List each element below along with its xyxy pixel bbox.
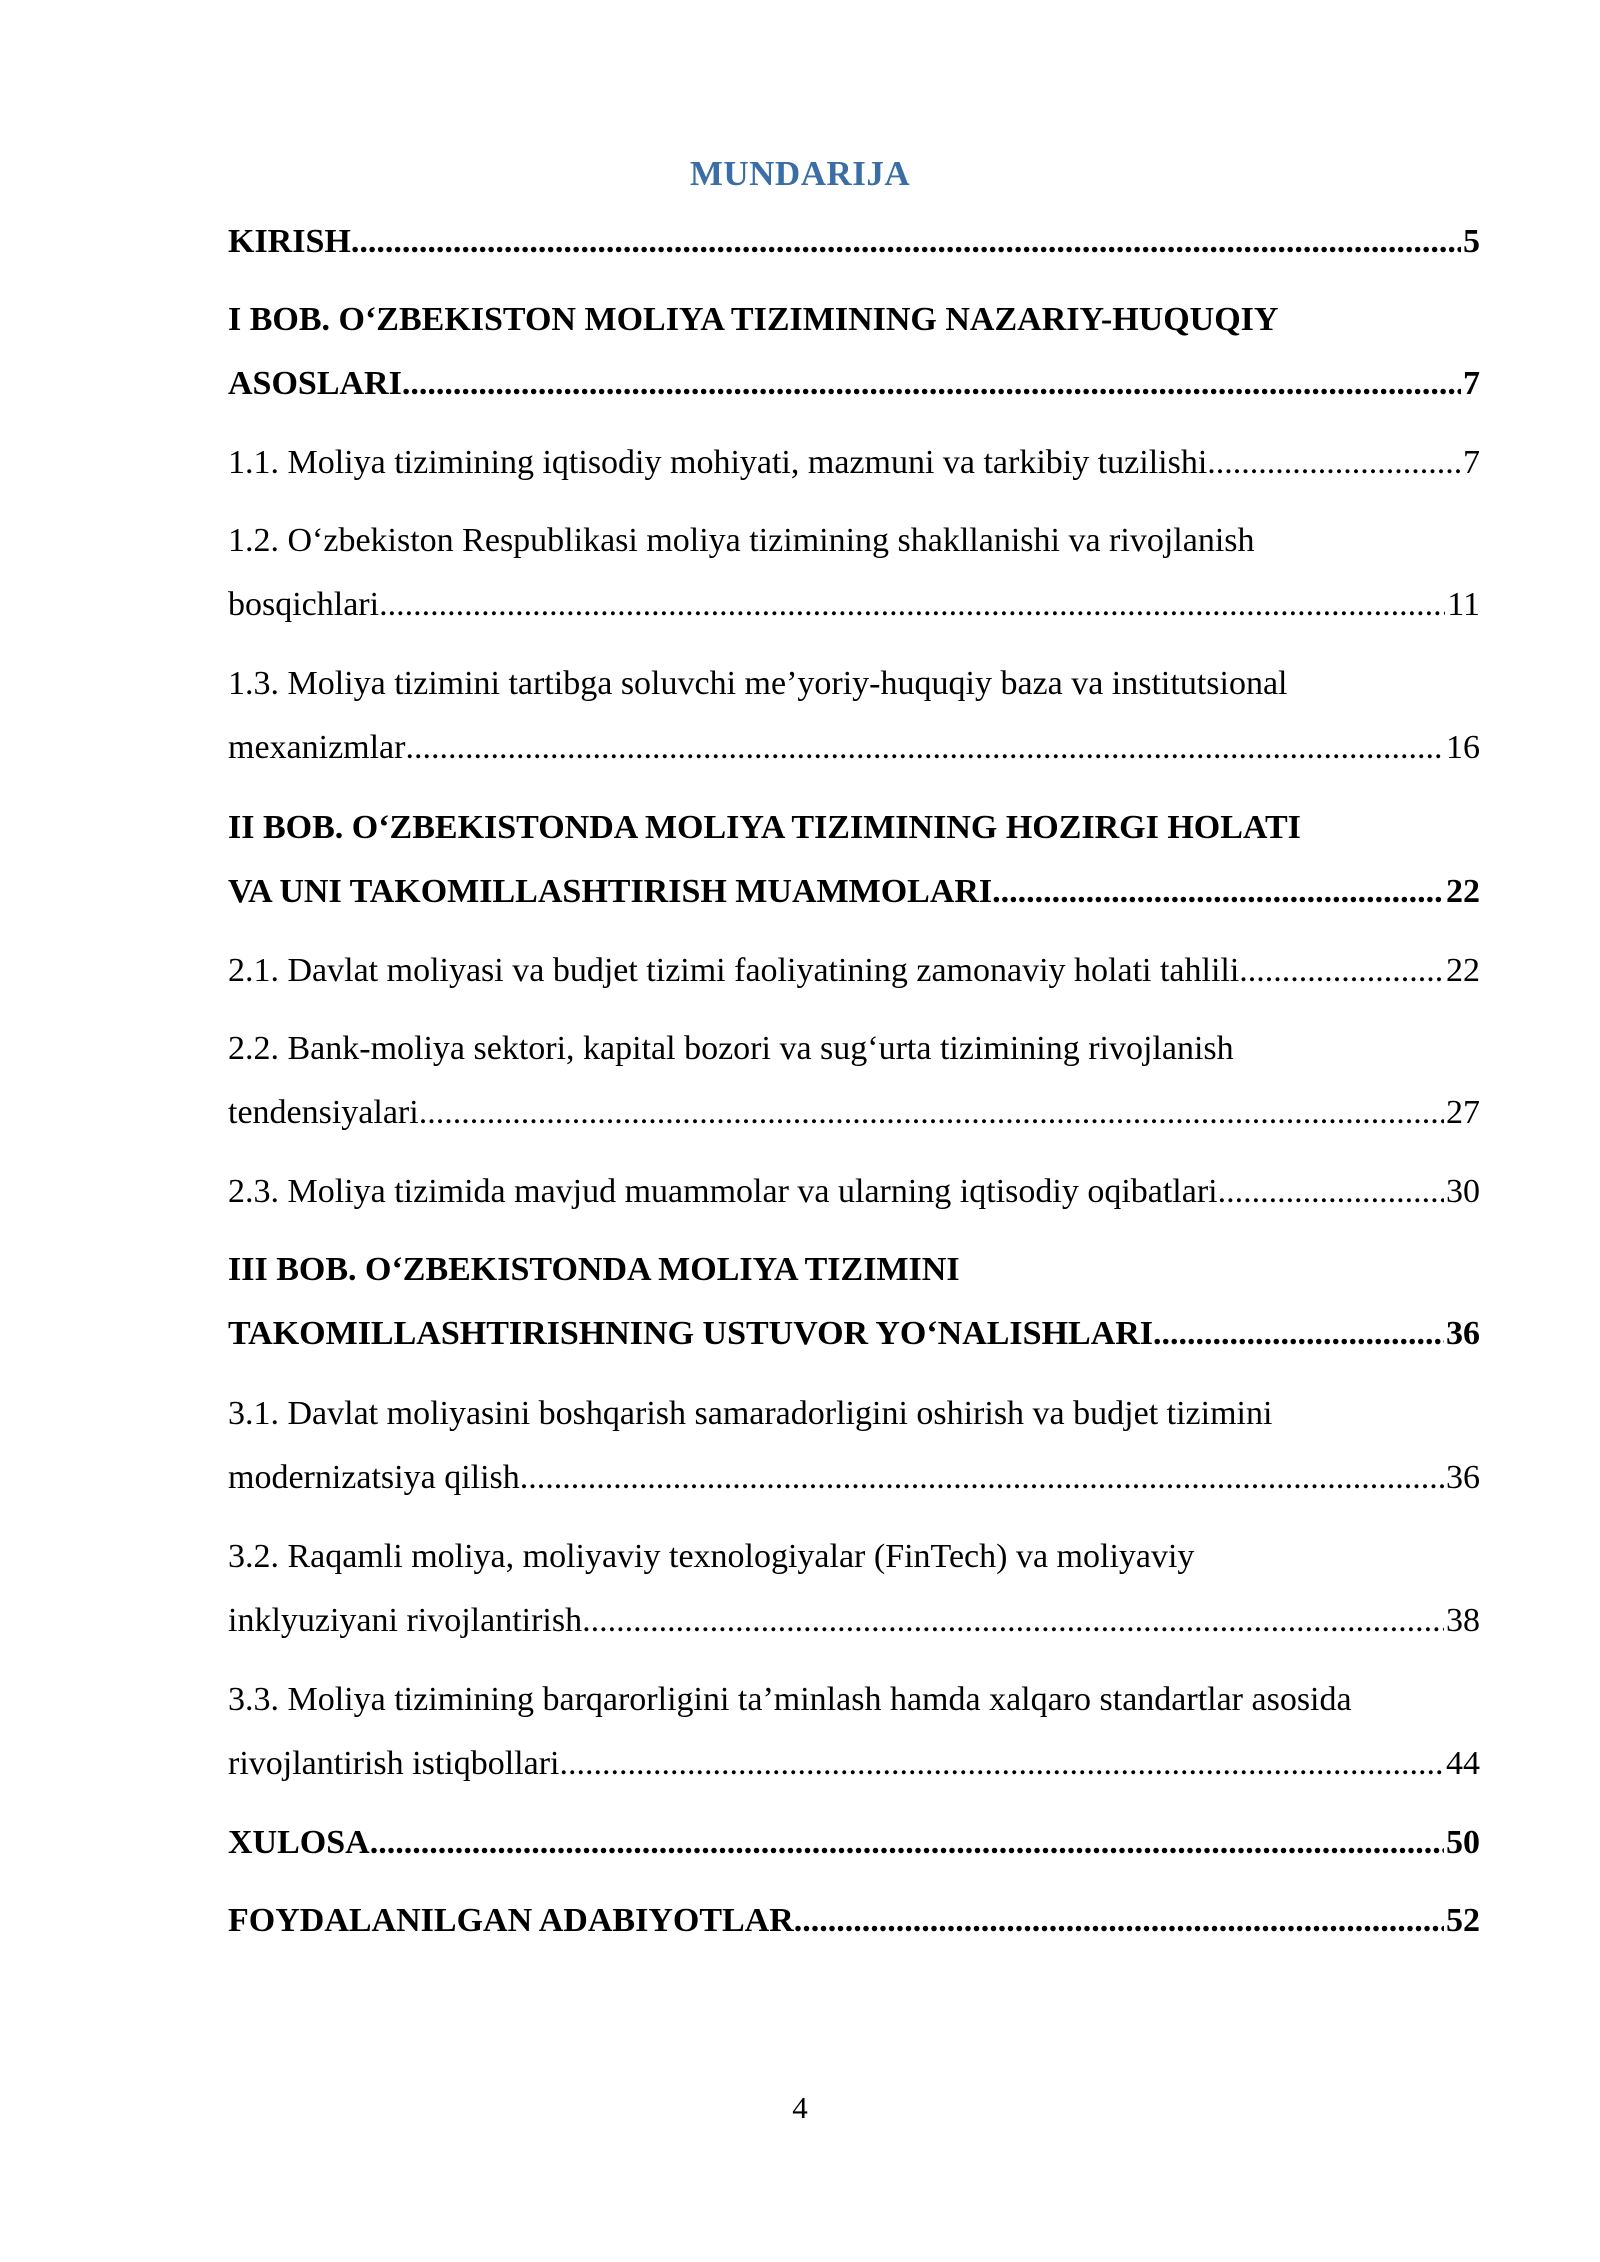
toc-entry-leader-line [228,1732,1480,1796]
toc-entry-line: 1.2. O‘zbekiston Respublikasi moliya tizimining shakllanishi va rivojlanish [228,522,1255,559]
toc-entry-leader-line [228,1446,1480,1510]
toc-page-number: 22 [1446,952,1480,989]
toc-entry-leader-line [228,431,1480,495]
toc-entry-line: III BOB. O‘ZBEKISTONDA MOLIYA TIZIMINI [228,1251,960,1288]
toc-entry-text: XULOSA [228,1824,370,1861]
toc-entry-leader-line [228,1889,1480,1953]
toc-entry-text: FOYDALANILGAN ADABIYOTLAR [228,1902,794,1939]
toc-heading: MUNDARIJA [689,154,911,193]
toc-entry[interactable] [228,431,1480,495]
toc-dot-leader [1218,1160,1444,1224]
toc-entry-leader-line [228,1589,1480,1653]
toc-page-number: 52 [1446,1902,1480,1939]
toc-entry-line: 3.3. Moliya tizimining barqarorligini ta’minlash hamda xalqaro standartlar asosida [228,1681,1352,1718]
toc-entry-line: 3.2. Raqamli moliya, moliyaviy texnologiyalar (FinTech) va moliyaviy [228,1538,1195,1575]
toc-dot-leader [992,860,1444,924]
toc-page-number: 36 [1446,1315,1480,1352]
page-number: 4 [792,2090,808,2125]
toc-dot-leader [370,1811,1444,1875]
toc-entry[interactable] [228,1160,1480,1224]
toc-page-number: 44 [1446,1745,1480,1782]
toc-entry-text: ASOSLARI [228,365,402,402]
toc-entry[interactable] [228,1889,1480,1953]
toc-dot-leader [379,573,1445,637]
toc-entry-text: 2.3. Moliya tizimida mavjud muammolar va ularning iqtisodiy oqibatlari [228,1173,1218,1210]
toc-page-number: 7 [1463,365,1480,402]
toc-page-number: 7 [1463,444,1480,481]
toc-page-number: 16 [1446,729,1480,766]
toc-entry-leader-line [228,939,1480,1003]
toc-entry-text: TAKOMILLASHTIRISHNING USTUVOR YO‘NALISHLARI [228,1315,1154,1352]
toc-entry-text: bosqichlari [228,586,380,623]
toc-entry[interactable] [228,1382,1480,1510]
toc-entry[interactable] [228,288,1480,416]
toc-dot-leader [405,716,1444,780]
toc-entry-line: I BOB. O‘ZBEKISTON MOLIYA TIZIMINING NAZARIY-HUQUQIY [228,301,1279,338]
toc-entry[interactable] [228,509,1480,637]
toc-dot-leader [559,1732,1444,1796]
toc-page-number: 30 [1446,1173,1480,1210]
toc-dot-leader [1153,1302,1444,1366]
toc-dot-leader [520,1446,1444,1510]
toc-dot-leader [1207,431,1461,495]
toc-entry-leader-line [228,716,1480,780]
toc-entry-leader-line [228,1160,1480,1224]
toc-entry-leader-line [228,1081,1480,1145]
toc-entry-line: 1.3. Moliya tizimini tartibga soluvchi me’yoriy-huquqiy baza va institutsional [228,665,1288,702]
toc-page-number: 27 [1446,1094,1480,1131]
toc-page-number: 11 [1447,586,1480,623]
toc-entry[interactable] [228,1525,1480,1653]
toc-entry-leader-line [228,210,1480,274]
toc-entry-leader-line [228,860,1480,924]
toc-dot-leader [402,352,1461,416]
toc-entry[interactable] [228,796,1480,924]
toc-entry[interactable] [228,1238,1480,1366]
toc-entry-text: mexanizmlar [228,729,406,766]
toc-entry-text: 1.1. Moliya tizimining iqtisodiy mohiyati, mazmuni va tarkibiy tuzilishi [228,444,1208,481]
toc-entry[interactable] [228,1668,1480,1796]
toc-entry-line: 3.1. Davlat moliyasini boshqarish samaradorligini oshirish va budjet tizimini [228,1395,1273,1432]
toc-entry-leader-line [228,1302,1480,1366]
toc-entry-text: KIRISH [228,223,351,260]
toc-entry-text: modernizatsiya qilish [228,1459,520,1496]
toc-dot-leader [582,1589,1444,1653]
toc-entry-leader-line [228,573,1480,637]
toc-page-number: 50 [1446,1824,1480,1861]
toc-page-number: 36 [1446,1459,1480,1496]
toc-page-number: 38 [1446,1602,1480,1639]
toc-entry-text: tendensiyalari [228,1094,419,1131]
toc-entry[interactable] [228,210,1480,274]
toc-dot-leader [351,210,1461,274]
toc-dot-leader [419,1081,1444,1145]
toc-dot-leader [794,1889,1444,1953]
toc-dot-leader [1239,939,1444,1003]
toc-page-number: 22 [1446,873,1480,910]
toc-entry-text: 2.1. Davlat moliyasi va budjet tizimi faoliyatining zamonaviy holati tahlili [228,952,1240,989]
toc-entry[interactable] [228,1017,1480,1145]
toc-entry-text: rivojlantirish istiqbollari [228,1745,560,1782]
toc-entry-text: VA UNI TAKOMILLASHTIRISH MUAMMOLARI [228,873,993,910]
toc-entry[interactable] [228,939,1480,1003]
toc-entry-leader-line [228,1811,1480,1875]
toc-entry-text: inklyuziyani rivojlantirish [228,1602,583,1639]
toc-page-number: 5 [1463,223,1480,260]
toc-entry-line: 2.2. Bank-moliya sektori, kapital bozori va sug‘urta tizimining rivojlanish [228,1030,1234,1067]
toc-entry-leader-line [228,352,1480,416]
toc-entry-line: II BOB. O‘ZBEKISTONDA MOLIYA TIZIMINING HOZIRGI HOLATI [228,809,1301,846]
toc-entry[interactable] [228,1811,1480,1875]
toc-entry[interactable] [228,652,1480,780]
